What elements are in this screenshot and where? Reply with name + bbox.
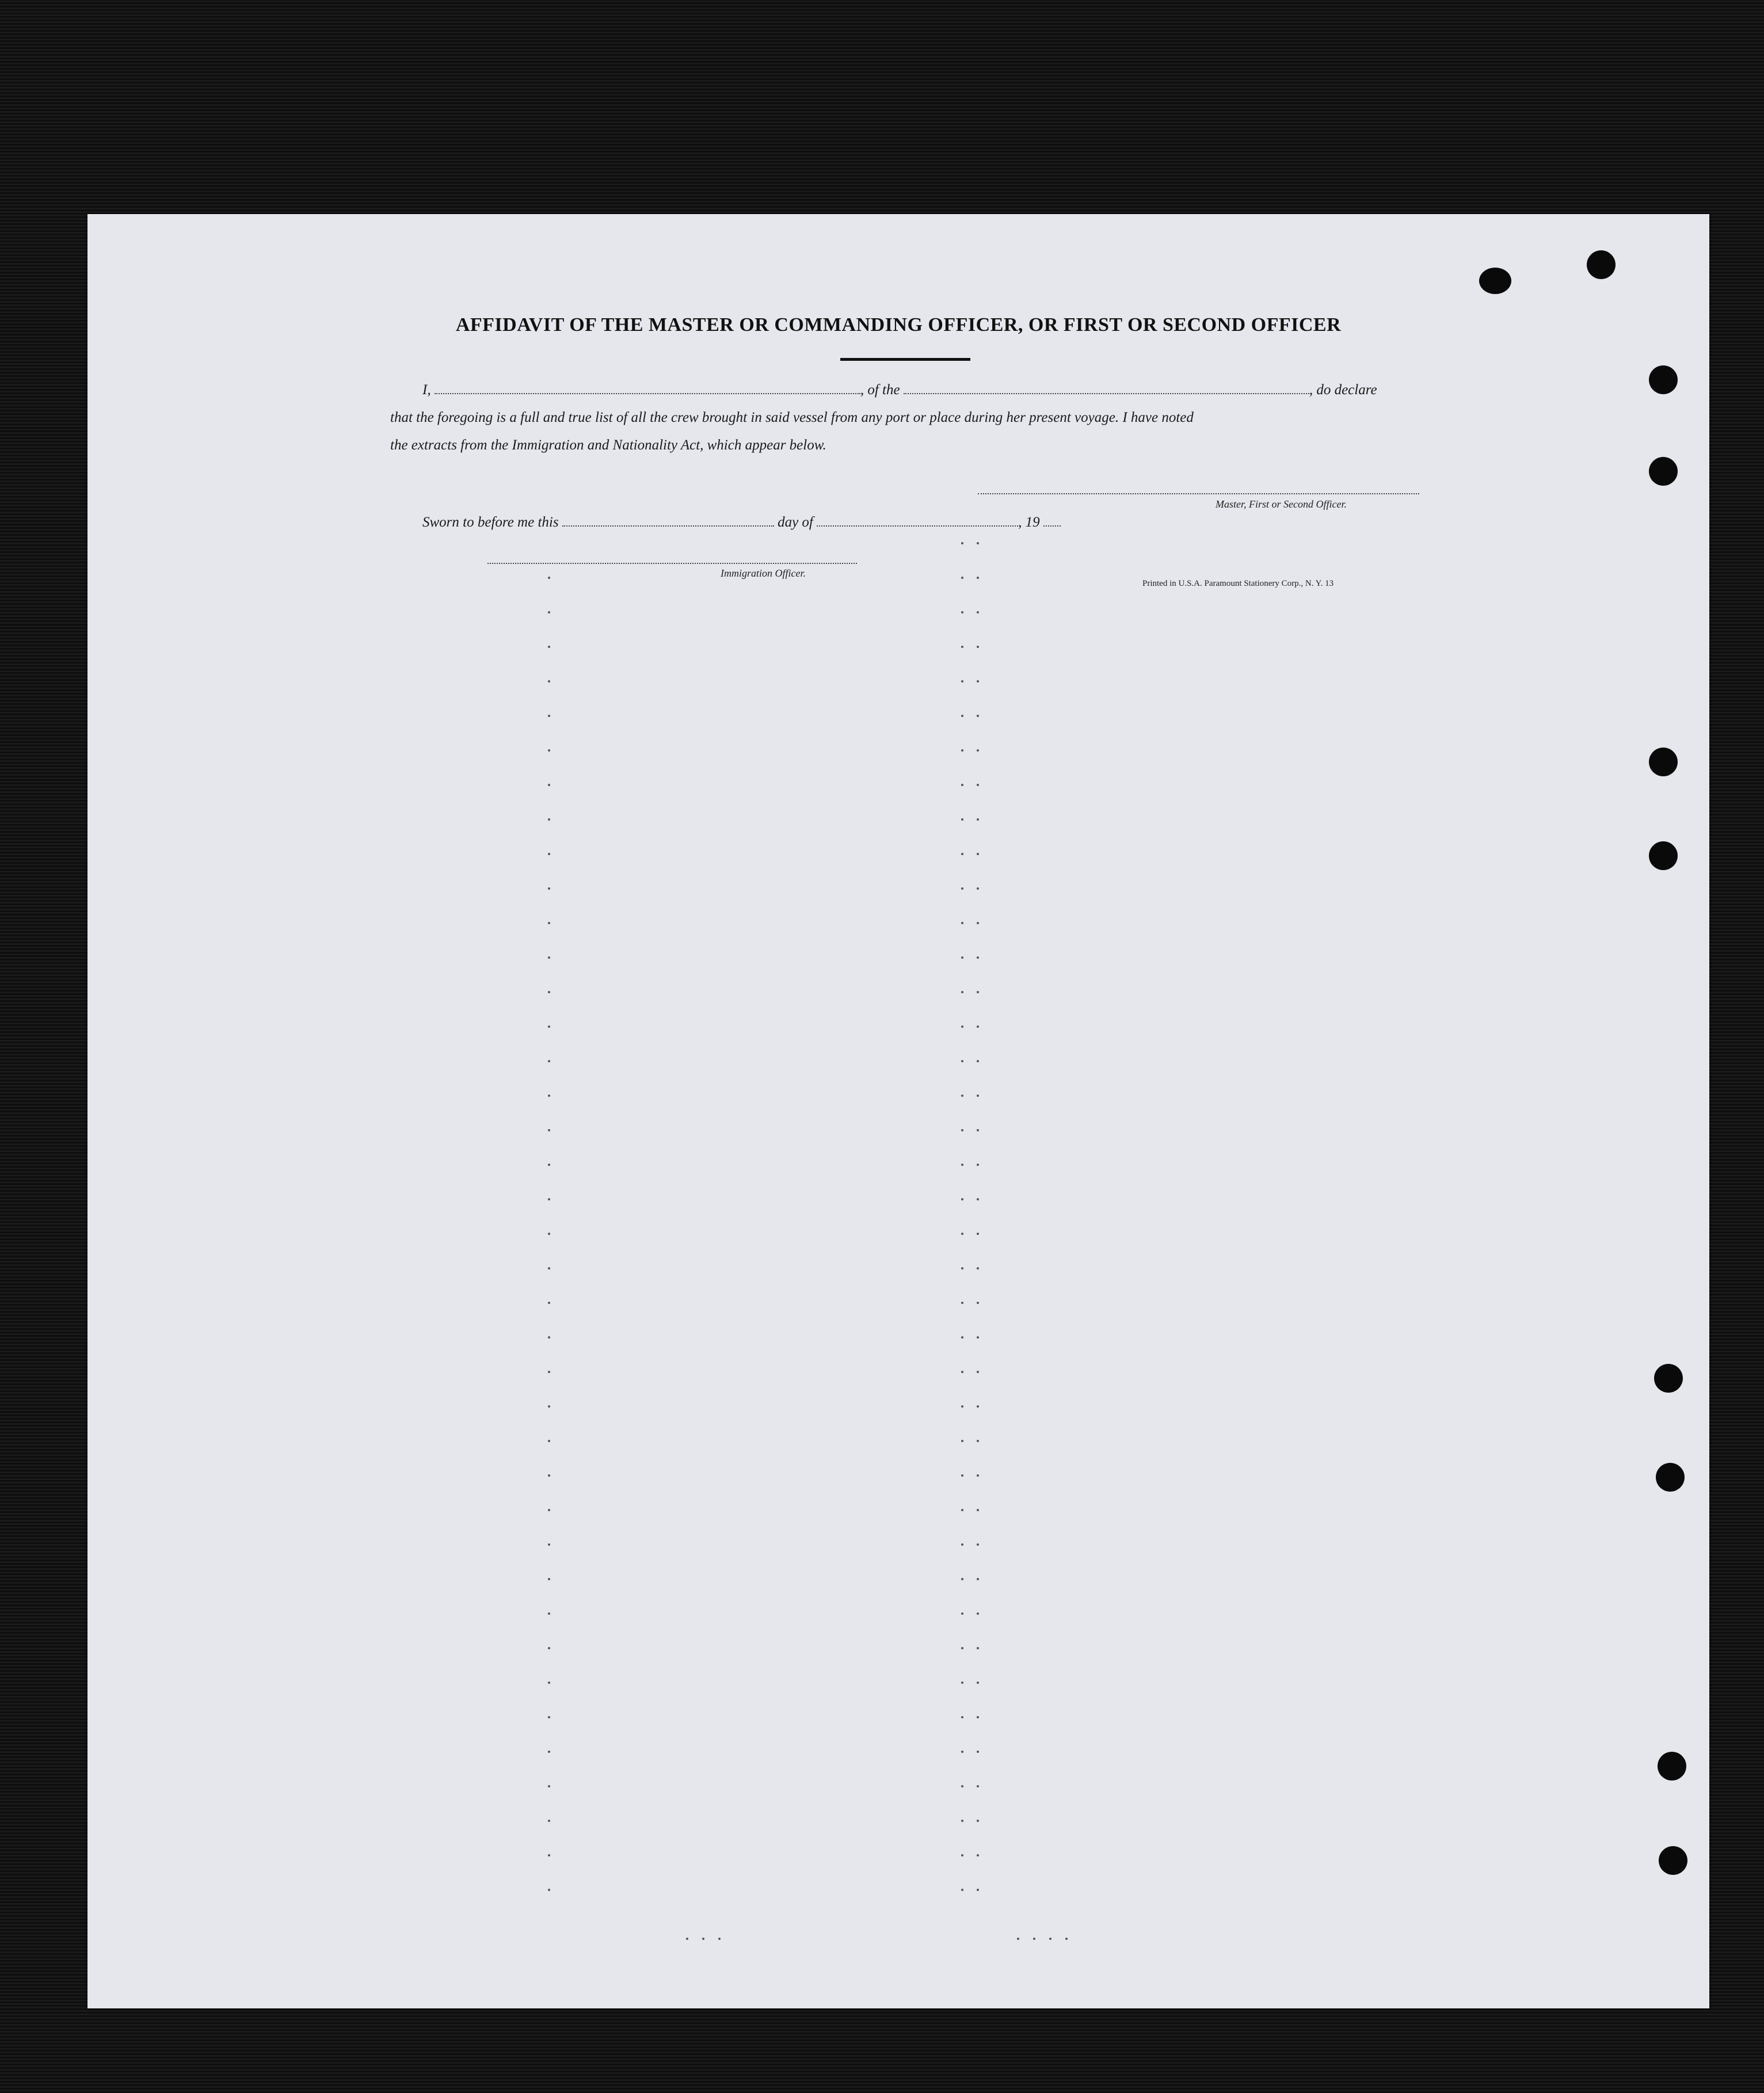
affidavit-title: AFFIDAVIT OF THE MASTER OR COMMANDING OFFICER, OR FIRST OR SECOND OFFICER [455, 314, 1342, 336]
declaration-prefix: I, [422, 382, 431, 398]
declaration-line-3: the extracts from the Immigration and Nationality Act, which appear below. [390, 437, 826, 453]
sworn-day-of-label: day of [778, 514, 813, 530]
bleed-through-marks [87, 214, 1709, 2008]
of-the-label: , of the [860, 382, 900, 398]
immigration-officer-caption: Immigration Officer. [721, 567, 806, 579]
declaration-line-2: that the foregoing is a full and true list of all the crew brought in said vessel from any port or place during her present voyage. I have noted [390, 410, 1194, 425]
sworn-prefix: Sworn to before me this [422, 514, 559, 530]
sworn-year-prefix: , 19 [1018, 514, 1040, 530]
document-page [87, 214, 1709, 2008]
master-signature-caption: Master, First or Second Officer. [1216, 498, 1347, 510]
do-declare-label: , do declare [1309, 382, 1377, 398]
printer-imprint: Printed in U.S.A. Paramount Stationery Corp., N. Y. 13 [1142, 579, 1334, 588]
